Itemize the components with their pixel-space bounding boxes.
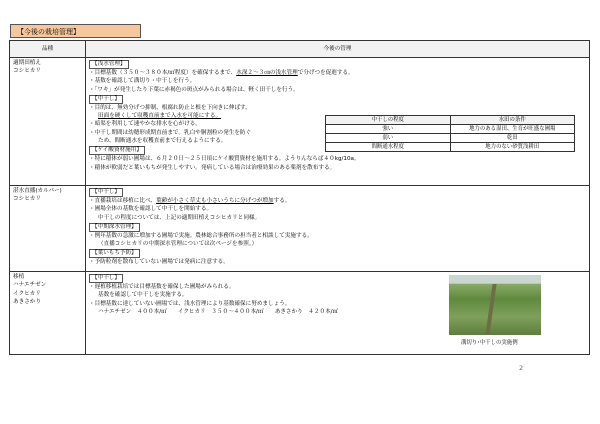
table-header-row bbox=[10, 41, 590, 58]
variety-line: あきさかり bbox=[13, 298, 41, 305]
text-line: ・中干し期間は幼穂形成期直前まで。乳白や胴割粒の発生を防ぐ bbox=[89, 129, 252, 136]
text-line: ・目的は、無効分げつ抑制、根腐れ防止と根を下向きに伸ばす、 bbox=[89, 104, 251, 111]
text-line: ・「ワキ」が発生したり下葉に赤褐色の斑点がみられる場合は、軽く田干しを行う。 bbox=[89, 86, 299, 93]
variety-line: 湛水直播(カルパー) bbox=[13, 188, 62, 194]
text-line: 田面を硬くして収穫直前まで入水を可能にする。 bbox=[98, 113, 222, 120]
sub-cell: 弱い bbox=[326, 134, 451, 143]
subsection-title: 【中期深水管理】 bbox=[89, 223, 140, 232]
text-line: ・遅植移植栽培では目標基数を確保した圃場がみられる。 bbox=[89, 284, 235, 290]
text-line: ・目標基数に達していない圃場では、浅水管理により基数確保に努めましょう。 bbox=[89, 300, 291, 307]
header-management: 今後の管理 bbox=[86, 41, 590, 58]
text-line: 基数を確認して中干しを実施する。 bbox=[98, 292, 188, 299]
text-line: 中干しの程度については、上記の適期田植えコシヒカリと同様。 bbox=[98, 214, 261, 221]
sub-cell: 間断通水程度 bbox=[326, 143, 451, 152]
subsection-title: 【中干し】 bbox=[89, 95, 123, 104]
variety-line: コシヒカリ bbox=[13, 196, 41, 203]
photo-caption: 溝切り･中干しの実施例 bbox=[461, 340, 518, 346]
text-line: （直播コシヒカリの中期深水管理については次ページを参照。） bbox=[98, 241, 258, 248]
subsection-title: 【葉いもち予防】 bbox=[89, 249, 140, 258]
subsection-title: 【浅水管理】 bbox=[89, 60, 129, 69]
management-table bbox=[9, 40, 590, 355]
text-line: ・圃場全体の基数を確認して中干しを開始する。 bbox=[89, 206, 213, 213]
sub-cell: 地力のある湿田、生育が旺盛な圃場 bbox=[450, 125, 575, 134]
page-number: 2 bbox=[519, 364, 524, 372]
subsection-title: 【ケイ酸資材施用】 bbox=[89, 146, 145, 155]
text-line: ため、間断通水を収穫直前まで行えるようにする。 bbox=[98, 138, 227, 145]
sub-cell: 乾田 bbox=[450, 134, 575, 143]
text-line: ・目標基数（３５０～３８０本/㎡程度）を確保するまで、水深２～３㎝の浅水管理で分げつを促進する。 bbox=[89, 70, 354, 76]
variety-line: 移植 bbox=[13, 274, 25, 280]
subsection-title: 【中干し】 bbox=[89, 188, 123, 197]
variety-line: イクヒカリ bbox=[13, 290, 41, 297]
text-line: ・基数を確認して溝切り・中干しを行う。 bbox=[89, 78, 196, 85]
text-line: ・例年基数の急激に増加する圃場で実施。農林総合事務所の担当者と相談して実施する。 bbox=[89, 232, 313, 239]
sub-header: 水田の条件 bbox=[450, 116, 575, 125]
section-heading: 【今後の栽培管理】 bbox=[10, 24, 141, 38]
text-line: ハナエチゼン ４００本/㎡ イクヒカリ ３５０～４００本/㎡ あきさかり ４２０本/㎡ bbox=[98, 308, 339, 315]
text-line: ・暗渠を利用して速やかな排水を心がける。 bbox=[89, 121, 201, 128]
variety-line: コシヒカリ bbox=[13, 68, 41, 75]
variety-cell bbox=[10, 186, 86, 272]
variety-cell bbox=[10, 272, 86, 355]
text-line: ・直播栽培は移植に比べ、葉齢が小さく草丈も小さいうちに分げつが増加する。 bbox=[89, 198, 291, 204]
sub-cell: 地力のない砂質浅耕田 bbox=[450, 143, 575, 152]
header-variety: 品種 bbox=[10, 41, 86, 58]
table-row bbox=[10, 58, 590, 186]
management-cell bbox=[86, 272, 590, 355]
variety-line: ハナエチゼン bbox=[13, 282, 47, 289]
variety-line: 適期田植え bbox=[13, 60, 41, 66]
table-row bbox=[10, 272, 590, 355]
text-line: ・予防粒剤を散布していない圃場では発病に注意する。 bbox=[89, 259, 229, 266]
drainage-condition-table bbox=[325, 115, 575, 152]
variety-cell bbox=[10, 58, 86, 186]
rice-field-photo bbox=[449, 275, 541, 335]
sub-header: 中干しの程度 bbox=[326, 116, 451, 125]
subsection-title: 【中干し】 bbox=[89, 274, 123, 283]
management-cell bbox=[86, 58, 590, 186]
table-row bbox=[10, 186, 590, 272]
text-line: ・特に稲体が弱い圃場は、６月２０日～２５日頃にケイ酸質資材を施用する。ようりんならば４０kg/10a。 bbox=[89, 156, 360, 163]
sub-cell: 強い bbox=[326, 125, 451, 134]
text-line: ・稲体が軟弱だと葉いもちが発生しやすい。発病している場合は治療効果のある薬剤を散布する。 bbox=[89, 164, 336, 171]
management-cell bbox=[86, 186, 590, 272]
